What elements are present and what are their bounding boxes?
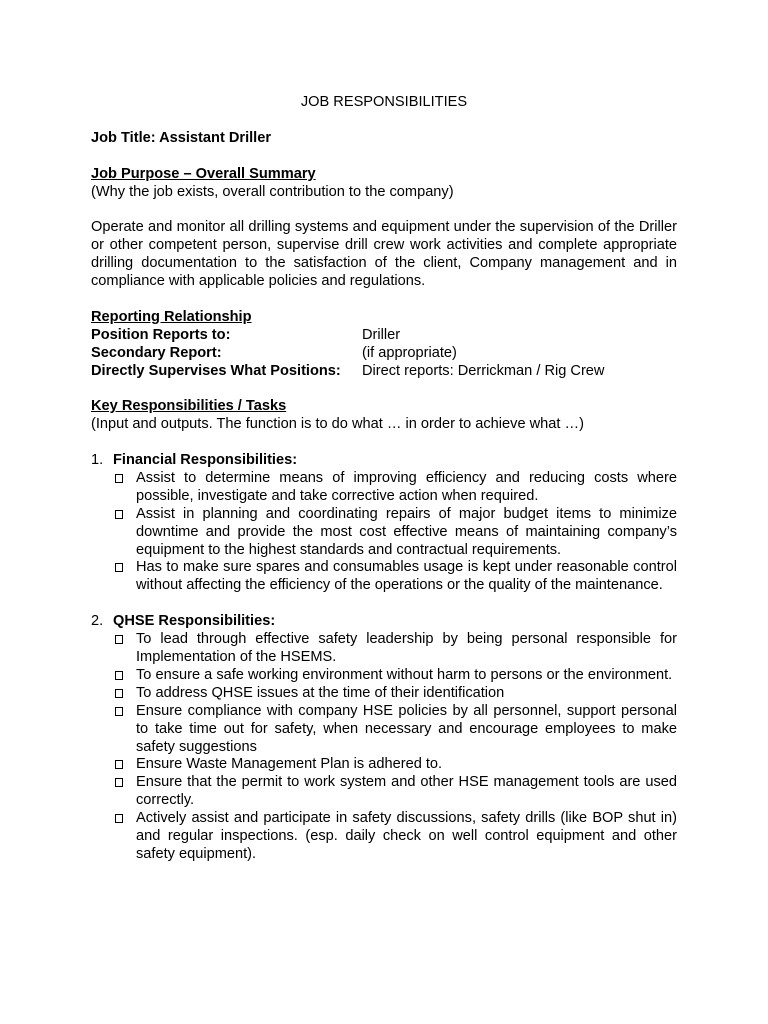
list-item-text: To lead through effective safety leadership by being personal responsible for Implementation of the HSEMS.: [136, 631, 677, 665]
purpose-body: Operate and monitor all drilling systems and equipment under the supervision of the Driller or other competent person, supervise drill crew work activities and complete appropriate drilling documentation to the satisfaction of the client, Company management and in compliance with applicable policies and regulations.: [91, 219, 677, 290]
list-item-text: Assist to determine means of improving efficiency and reducing costs where possible, investigate and take corrective action when required.: [136, 469, 677, 504]
checkbox-bullet-icon: [113, 810, 136, 864]
document-title: JOB RESPONSIBILITIES: [300, 94, 468, 110]
list-item-text: To address QHSE issues at the time of their identification: [136, 684, 505, 701]
list-item: [113, 756, 677, 774]
section-title: QHSE Responsibilities:: [113, 613, 276, 630]
list-item: [113, 810, 677, 864]
list-item: [113, 506, 677, 560]
list-item: [113, 667, 677, 685]
purpose-heading: Job Purpose – Overall Summary: [91, 165, 316, 182]
checkbox-bullet-icon: [113, 774, 136, 810]
reporting-label: Secondary Report:: [91, 344, 222, 361]
checkbox-bullet-icon: [113, 470, 136, 506]
reporting-label: Directly Supervises What Positions:: [91, 362, 341, 379]
reporting-label: Position Reports to:: [91, 326, 231, 343]
list-item: [113, 685, 677, 703]
checkbox-bullet-icon: [113, 559, 136, 595]
section-heading: [91, 613, 677, 631]
list-item-text: Ensure Waste Management Plan is adhered to.: [136, 756, 443, 773]
reporting-row: [91, 363, 677, 381]
list-item-text: Has to make sure spares and consumables usage is kept under reasonable control without affecting the efficiency of the operations or the quality of the maintenance.: [136, 559, 677, 594]
reporting-heading: Reporting Relationship: [91, 308, 252, 325]
reporting-row: [91, 327, 677, 345]
checkbox-bullet-icon: [113, 631, 136, 667]
list-item: [113, 559, 677, 595]
list-item-text: Actively assist and participate in safety discussions, safety drills (like BOP shut in) and regular inspections. (esp. daily check on well control equipment and other safety equipment).: [136, 810, 677, 862]
checkbox-bullet-icon: [113, 685, 136, 703]
section-number: 1.: [91, 452, 104, 469]
reporting-row: [91, 345, 677, 363]
document-content: [91, 94, 677, 864]
key-heading: Key Responsibilities / Tasks: [91, 398, 287, 415]
checkbox-bullet-icon: [113, 667, 136, 685]
job-title: Job Title: Assistant Driller: [91, 129, 272, 146]
section-title: Financial Responsibilities:: [113, 452, 298, 469]
list-item-text: Ensure compliance with company HSE policies by all personnel, support personal to take time out for safety, when necessary and encourage employees to make safety suggestions: [136, 702, 677, 755]
purpose-subtitle: (Why the job exists, overall contribution to the company): [91, 183, 454, 200]
list-item: [113, 774, 677, 810]
qhse-list: [91, 631, 677, 864]
reporting-value: (if appropriate): [362, 344, 457, 361]
checkbox-bullet-icon: [113, 703, 136, 757]
checkbox-bullet-icon: [113, 756, 136, 774]
key-subtitle: (Input and outputs. The function is to do what … in order to achieve what …): [91, 416, 584, 433]
list-item: [113, 631, 677, 667]
reporting-value: Driller: [362, 326, 401, 343]
list-item: [113, 470, 677, 506]
section-heading: [91, 452, 677, 470]
list-item-text: Assist in planning and coordinating repairs of major budget items to minimize downtime and provide the most cost effective means of maintaining company’s equipment to the highest standards and contractual requirements.: [136, 505, 677, 558]
list-item: [113, 703, 677, 757]
financial-list: [91, 470, 677, 595]
list-item-text: To ensure a safe working environment without harm to persons or the environment.: [136, 666, 673, 683]
section-number: 2.: [91, 613, 104, 630]
reporting-value: Direct reports: Derrickman / Rig Crew: [362, 362, 605, 379]
list-item-text: Ensure that the permit to work system and other HSE management tools are used correctly.: [136, 774, 677, 809]
checkbox-bullet-icon: [113, 506, 136, 560]
